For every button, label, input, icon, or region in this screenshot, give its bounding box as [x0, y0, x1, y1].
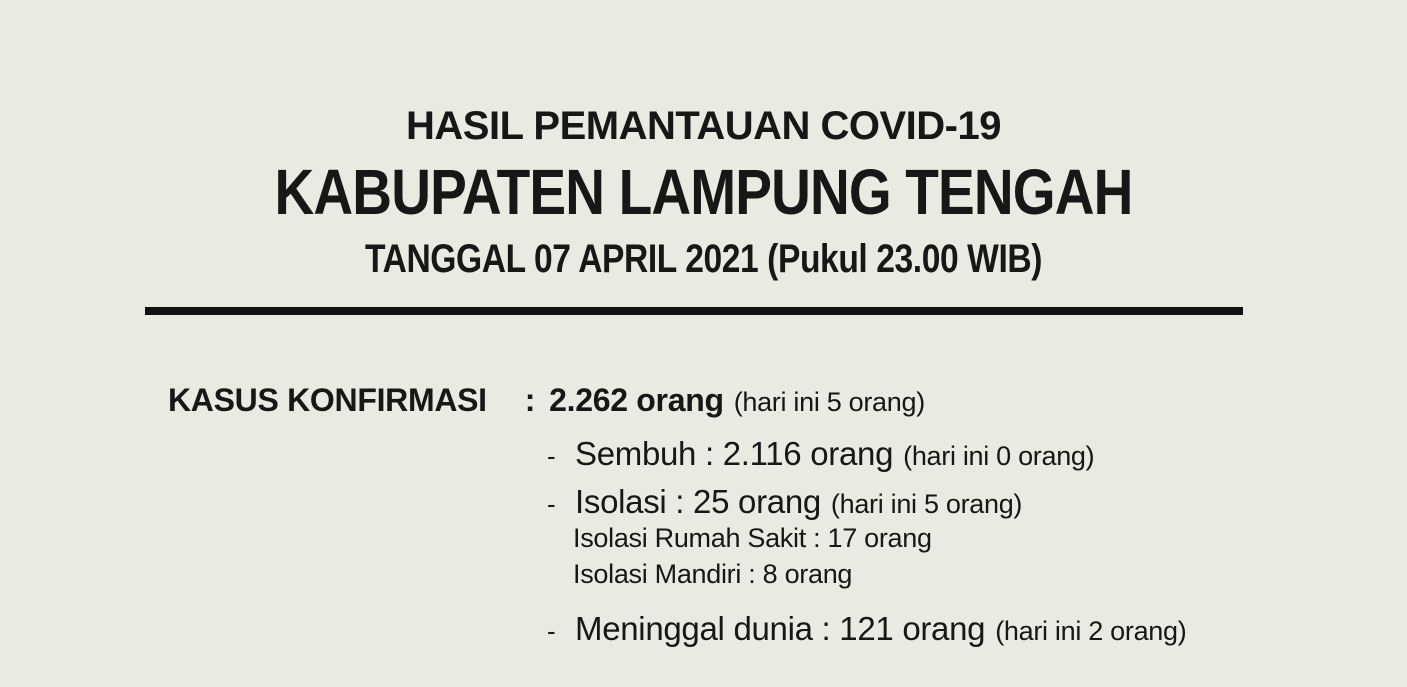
recovered-row: [547, 437, 1094, 470]
report-title: HASIL PEMANTAUAN COVID-19: [406, 104, 1001, 148]
deceased-row: [547, 612, 1186, 645]
confirmed-cases-daily-note: (hari ini 5 orang): [733, 387, 925, 417]
bullet-dash: -: [547, 489, 556, 519]
bullet-dash: -: [547, 616, 556, 646]
bullet-dash: -: [547, 441, 556, 471]
self-isolation-line: Isolasi Mandiri : 8 orang: [573, 559, 853, 589]
isolation-daily-note: (hari ini 5 orang): [830, 489, 1023, 519]
confirmed-cases-row: [168, 384, 925, 416]
divider-line: [145, 307, 1243, 315]
deceased-daily-note: (hari ini 2 orang): [995, 616, 1187, 646]
recovered-daily-note: (hari ini 0 orang): [903, 441, 1095, 471]
colon-separator: :: [524, 382, 536, 418]
report-date: TANGGAL 07 APRIL 2021 (Pukul 23.00 WIB): [365, 237, 1042, 281]
confirmed-cases-value: 2.262 orang: [549, 382, 724, 418]
recovered-text: Sembuh : 2.116 orang: [575, 435, 894, 472]
isolation-text: Isolasi : 25 orang: [575, 483, 821, 520]
deceased-text: Meninggal dunia : 121 orang: [575, 610, 986, 647]
isolation-row: [547, 485, 1022, 518]
confirmed-cases-label: KASUS KONFIRMASI: [168, 382, 487, 418]
hospital-isolation-line: Isolasi Rumah Sakit : 17 orang: [573, 523, 932, 553]
region-title: KABUPATEN LAMPUNG TENGAH: [274, 156, 1133, 228]
